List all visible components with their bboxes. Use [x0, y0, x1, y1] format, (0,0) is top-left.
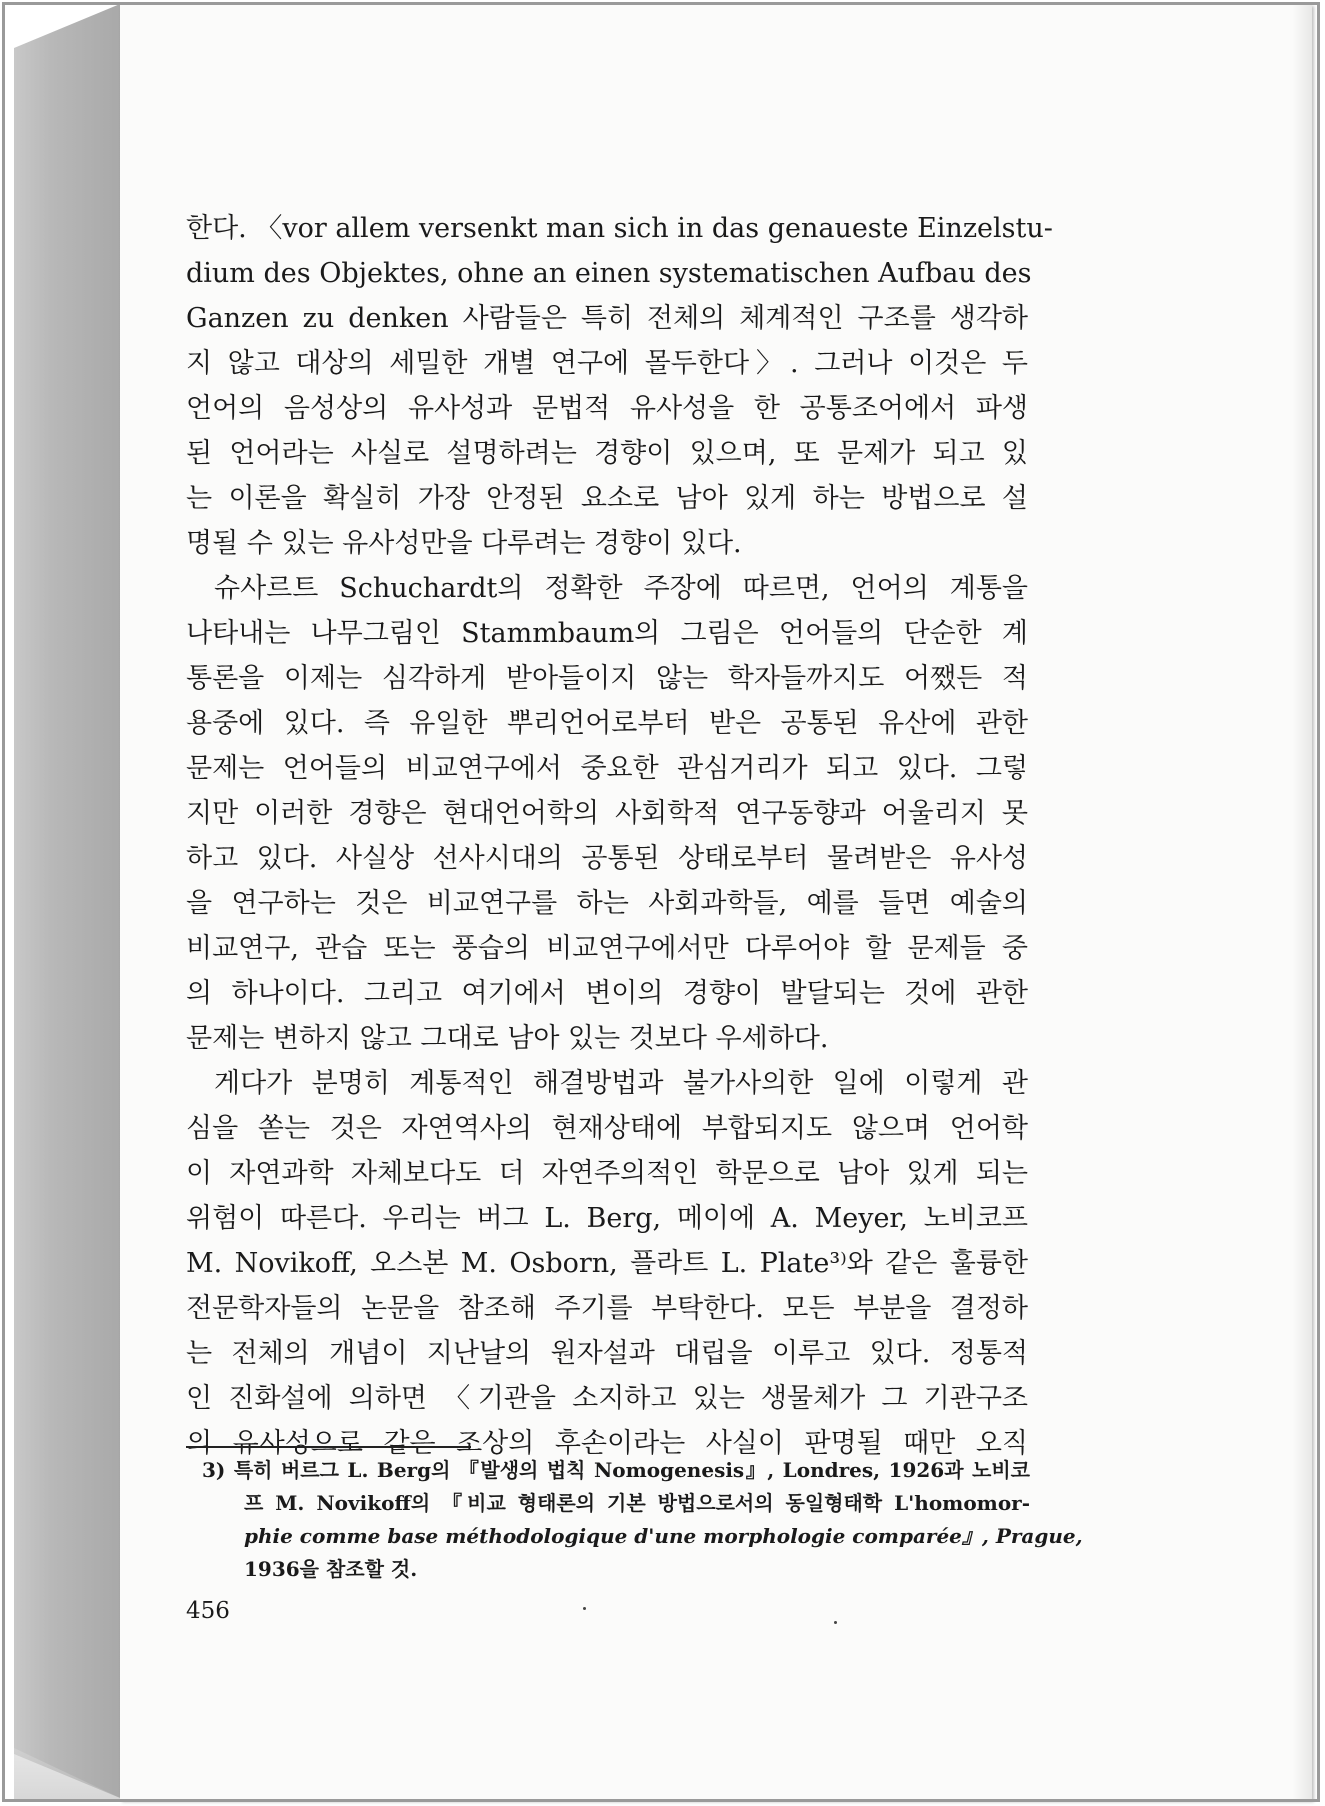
- body-line: 비교연구, 관습 또는 풍습의 비교연구에서만 다루어야 할 문제들 중: [186, 933, 1028, 964]
- body-line: 을 연구하는 것은 비교연구를 하는 사회과학들, 예를 들면 예술의: [186, 888, 1028, 919]
- body-line: 한다. 〈vor allem versenkt man sich in das genaueste Einzelstu-: [186, 213, 1053, 244]
- body-line: 문제는 언어들의 비교연구에서 중요한 관심거리가 되고 있다. 그렇: [186, 753, 1028, 784]
- body-line: 통론을 이제는 심각하게 받아들이지 않는 학자들까지도 어쨌든 적: [186, 663, 1028, 694]
- body-line: 이 자연과학 자체보다도 더 자연주의적인 학문으로 남아 있게 되는: [186, 1158, 1028, 1189]
- footnote: [202, 1454, 1083, 1586]
- footnote-line: 3) 특히 버르그 L. Berg의 『발생의 법칙 Nomogenesis』, Londres, 1926과 노비코: [202, 1458, 1030, 1482]
- body-line: Ganzen zu denken 사람들은 특히 전체의 체계적인 구조를 생각하: [186, 303, 1028, 334]
- body-line: 의 하나이다. 그리고 여기에서 변이의 경향이 발달되는 것에 관한: [186, 978, 1028, 1009]
- body-line: 지만 이러한 경향은 현대언어학의 사회학적 연구동향과 어울리지 못: [186, 798, 1028, 829]
- scan-speck: [583, 1607, 586, 1610]
- footnote-line: 프 M. Novikoff의 『비교 형태론의 기본 방법으로서의 동일형태학 L'homomor-: [244, 1491, 1030, 1515]
- body-line: 는 이론을 확실히 가장 안정된 요소로 남아 있게 하는 방법으로 설: [186, 483, 1028, 514]
- body-line: 언어의 음성상의 유사성과 문법적 유사성을 한 공통조어에서 파생: [186, 393, 1028, 424]
- body-line: M. Novikoff, 오스본 M. Osborn, 플라트 L. Plate³⁾와 같은 훌륭한: [186, 1248, 1028, 1279]
- body-line: 인 진화설에 의하면 〈기관을 소지하고 있는 생물체가 그 기관구조: [186, 1383, 1028, 1414]
- book-spine: [14, 4, 120, 1798]
- body-line: 슈사르트 Schuchardt의 정확한 주장에 따르면, 언어의 계통을: [214, 573, 1028, 604]
- body-line: 의 유사성으로 같은 조상의 후손이라는 사실이 판명될 때만 오직: [186, 1428, 1028, 1459]
- body-line: 나타내는 나무그림인 Stammbaum의 그림은 언어들의 단순한 계: [186, 618, 1028, 649]
- body-line: 지 않고 대상의 세밀한 개별 연구에 몰두한다〉. 그러나 이것은 두: [186, 348, 1028, 379]
- body-line: dium des Objektes, ohne an einen systematischen Aufbau des: [186, 258, 1032, 289]
- body-line: 용중에 있다. 즉 유일한 뿌리언어로부터 받은 공통된 유산에 관한: [186, 708, 1028, 739]
- page-number: 456: [186, 1598, 230, 1624]
- body-line: 는 전체의 개념이 지난날의 원자설과 대립을 이루고 있다. 정통적: [186, 1338, 1028, 1369]
- footnote-divider: [186, 1446, 471, 1448]
- body-line: 명될 수 있는 유사성만을 다루려는 경향이 있다.: [186, 528, 742, 559]
- body-line: 게다가 분명히 계통적인 해결방법과 불가사의한 일에 이렇게 관: [214, 1068, 1028, 1099]
- body-line: 된 언어라는 사실로 설명하려는 경향이 있으며, 또 문제가 되고 있: [186, 438, 1028, 469]
- scan-speck: [834, 1621, 837, 1624]
- body-line: 전문학자들의 논문을 참조해 주기를 부탁한다. 모든 부분을 결정하: [186, 1293, 1028, 1324]
- body-line: 문제는 변하지 않고 그대로 남아 있는 것보다 우세하다.: [186, 1023, 829, 1054]
- footnote-line: phie comme base méthodologique d'une morphologie comparée』, Prague,: [244, 1524, 1083, 1548]
- body-line: 심을 쏟는 것은 자연역사의 현재상태에 부합되지도 않으며 언어학: [186, 1113, 1028, 1144]
- body-line: 위험이 따른다. 우리는 버그 L. Berg, 메이에 A. Meyer, 노비코프: [186, 1203, 1028, 1234]
- body-text: [186, 206, 1053, 1466]
- footnote-line: 1936을 참조할 것.: [244, 1557, 418, 1581]
- page-edge-shadow: [1292, 4, 1312, 1800]
- body-line: 하고 있다. 사실상 선사시대의 공통된 상태로부터 물려받은 유사성: [186, 843, 1028, 874]
